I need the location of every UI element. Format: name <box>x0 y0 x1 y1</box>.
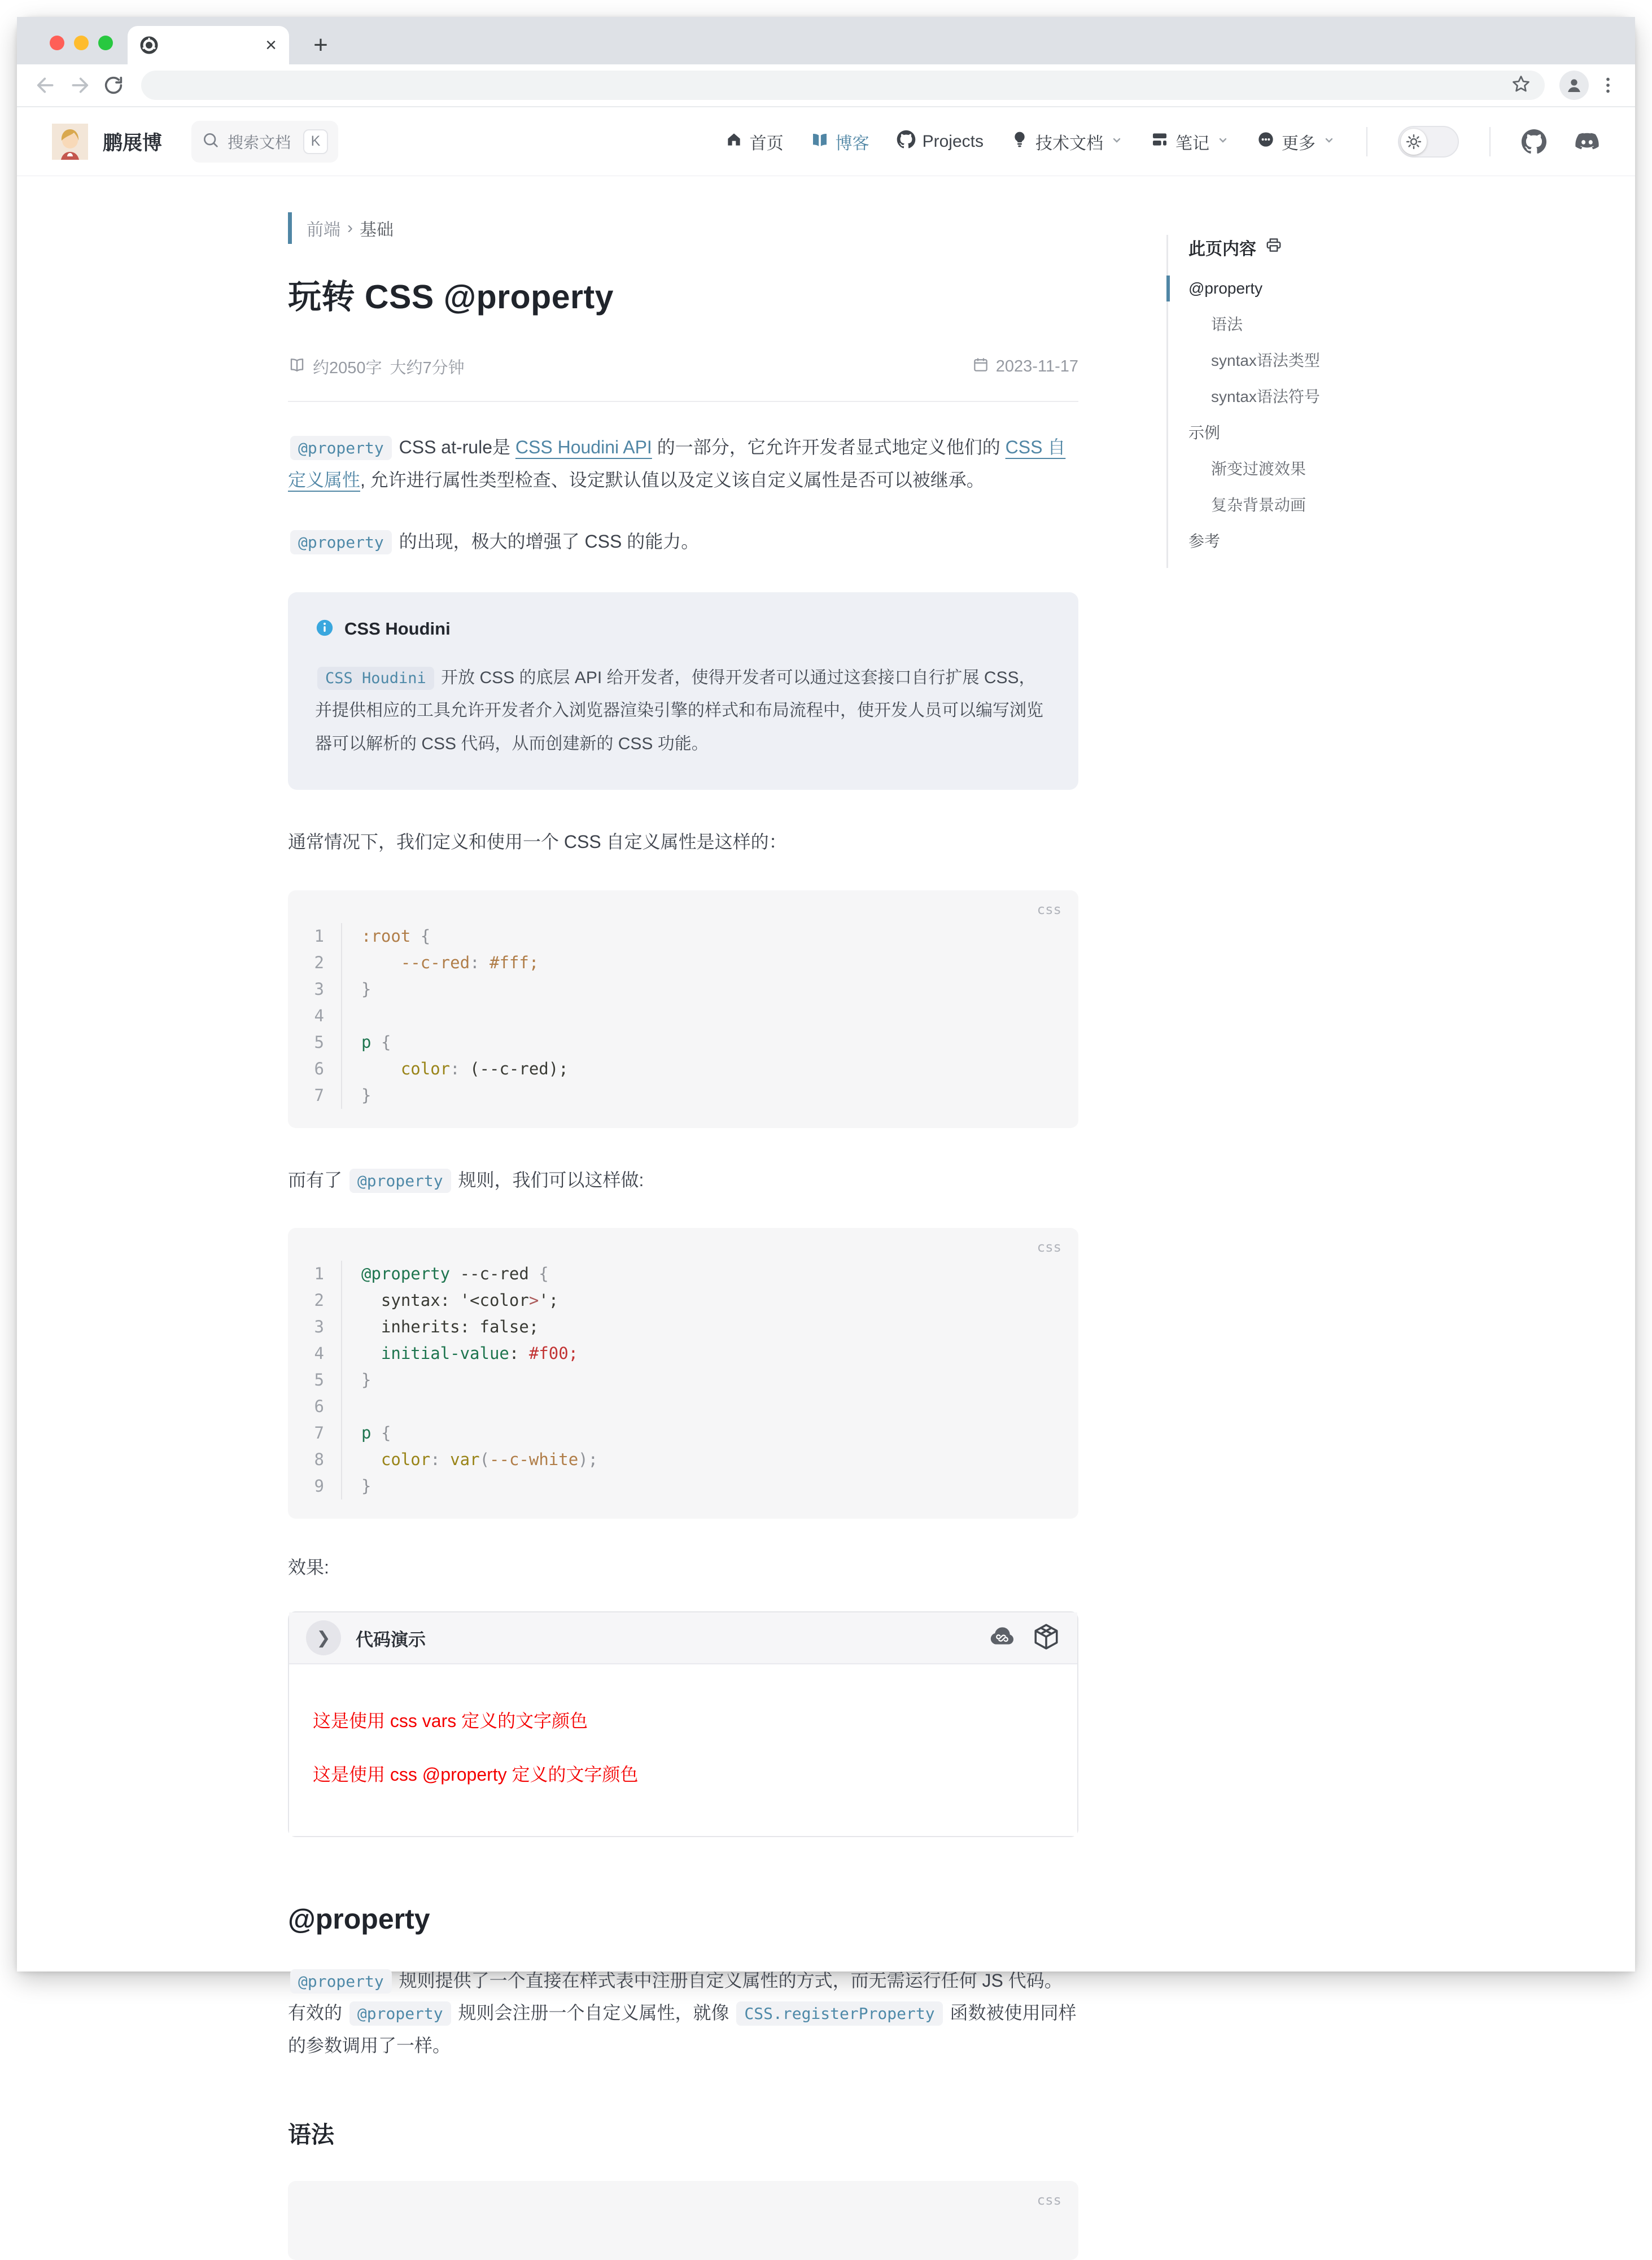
code-line <box>288 1314 1078 1340</box>
toc-item-examples[interactable]: 示例 <box>1188 424 1221 441</box>
text-run: 规则，我们可以这样做: <box>453 1169 644 1190</box>
toc-item-syntax[interactable]: 语法 <box>1211 316 1243 333</box>
code-line <box>288 950 1078 976</box>
bookmark-star-icon[interactable] <box>1511 74 1531 97</box>
browser-tab[interactable] <box>128 26 289 64</box>
inline-code: @property <box>290 1969 392 1994</box>
line-number: 2 <box>288 950 342 976</box>
code-text <box>342 1003 371 1029</box>
code-text: } <box>361 979 372 999</box>
address-bar[interactable] <box>141 71 1545 100</box>
line-number: 7 <box>288 1082 342 1109</box>
line-number: 3 <box>288 1314 342 1340</box>
divider <box>1366 127 1367 156</box>
search-input[interactable] <box>191 121 338 163</box>
inline-code: @property <box>290 530 392 554</box>
code-language-label: css <box>1037 1239 1061 1256</box>
inline-code: @property <box>349 2001 451 2026</box>
text-run: 开放 CSS 的底层 API 给开发者，使得开发者可以通过这套接口自行扩展 CSS，并提供相应的工具允许开发者介入浏览器渲染引擎的样式和布局流程中，使开发人员可以编写浏览器可以解析的 CSS 代码，从而创建新的 CSS 功能。 <box>315 668 1043 753</box>
nav-docs[interactable]: 技术文档 <box>1011 129 1124 154</box>
line-number: 4 <box>288 1340 342 1367</box>
line-number: 8 <box>288 1446 342 1473</box>
code-text: color: var(--c-white); <box>381 1450 598 1470</box>
line-number: 7 <box>288 1420 342 1446</box>
line-number: 1 <box>288 923 342 950</box>
post-date: 2023-11-17 <box>972 356 1078 378</box>
more-icon <box>1257 130 1275 153</box>
text-run: 函数被使用同样的参数调用了一样。 <box>288 2003 1077 2056</box>
window-controls <box>50 36 113 50</box>
code-text: initial-value: #f00; <box>381 1344 579 1363</box>
breadcrumb <box>288 212 1078 244</box>
reload-icon[interactable] <box>100 72 126 98</box>
forward-icon[interactable] <box>67 72 93 98</box>
code-block-css-vars <box>288 890 1078 1128</box>
text-run: 规则提供了一个直接在样式表中注册自定义属性的方式，而无需运行任何 JS 代码。有效的 <box>288 1970 1063 2023</box>
code-language-label: css <box>1037 901 1061 917</box>
maximize-window-button[interactable] <box>98 36 113 50</box>
table-of-contents <box>1166 235 1471 568</box>
demo-text-line: 这是使用 css vars 定义的文字颜色 <box>313 1711 588 1732</box>
code-line <box>288 1261 1078 1287</box>
code-text: } <box>361 1370 372 1390</box>
toc-item-references[interactable]: 参考 <box>1188 532 1221 550</box>
nav-more[interactable]: 更多 <box>1257 129 1336 154</box>
inline-code: CSS.registerProperty <box>736 2001 942 2026</box>
reading-time: 大约7分钟 <box>390 359 465 377</box>
code-language-label: css <box>1037 2192 1061 2209</box>
code-demo-title: 代码演示 <box>356 1629 426 1650</box>
paragraph <box>288 1965 1078 2062</box>
toc-list <box>1188 279 1471 551</box>
code-text: syntax: '<color>'; <box>361 1291 559 1310</box>
bulb-icon <box>1011 130 1029 153</box>
text-run: CSS at-rule是 <box>394 437 515 457</box>
github-icon <box>897 130 916 154</box>
breadcrumb-section[interactable]: 前端 <box>307 221 340 239</box>
code-text: :root { <box>361 926 431 946</box>
code-text: } <box>361 1476 372 1496</box>
page-content <box>17 176 1635 2209</box>
line-number: 6 <box>288 1393 342 1420</box>
browser-menu-icon[interactable] <box>1597 72 1619 98</box>
code-text: color: (--c-red); <box>400 1059 569 1078</box>
toc-title: 此页内容 <box>1188 235 1471 260</box>
code-text: @property --c-red { <box>361 1264 549 1284</box>
code-line <box>288 1340 1078 1367</box>
code-line <box>288 1393 1078 1420</box>
text-run: 规则会注册一个自定义属性，就像 <box>453 2003 735 2023</box>
text-run: 的一部分，它允许开发者显式地定义他们的 <box>652 437 1006 457</box>
inline-code: @property <box>349 1169 451 1193</box>
toc-item-syntax-types[interactable]: syntax语法类型 <box>1211 352 1320 369</box>
code-line <box>288 1446 1078 1473</box>
word-count: 约2050字 <box>288 355 382 378</box>
browser-profile-avatar[interactable] <box>1559 71 1589 100</box>
code-text: --c-red: #fff; <box>400 952 539 972</box>
paragraph <box>288 431 1078 496</box>
nav-blog[interactable]: 博客 <box>811 129 869 154</box>
info-callout-body <box>315 662 1051 761</box>
site-name[interactable]: 鹏展博 <box>103 132 163 154</box>
code-demo-box <box>288 1611 1078 1837</box>
discord-link-icon[interactable] <box>1574 129 1600 155</box>
page-title: 玩转 CSS @property <box>288 278 614 316</box>
code-line <box>288 1082 1078 1109</box>
info-icon <box>315 618 334 640</box>
article <box>288 176 1078 2260</box>
code-demo-actions <box>988 1623 1060 1654</box>
blog-book-icon <box>811 130 829 153</box>
nav-home[interactable]: 首页 <box>725 129 784 154</box>
back-icon[interactable] <box>33 72 59 98</box>
search-icon <box>202 131 220 152</box>
code-line <box>288 1029 1078 1056</box>
section-heading-syntax: 语法 <box>288 2122 334 2148</box>
code-line <box>288 976 1078 1003</box>
line-number: 5 <box>288 1029 342 1056</box>
toc-item-syntax-symbols[interactable]: syntax语法符号 <box>1211 388 1320 405</box>
code-block-syntax <box>288 2181 1078 2260</box>
chevron-down-icon <box>1110 132 1124 151</box>
line-number: 1 <box>288 1261 342 1287</box>
code-line <box>288 923 1078 950</box>
code-demo-header <box>289 1612 1077 1664</box>
code-text <box>342 1393 371 1420</box>
line-number: 3 <box>288 976 342 1003</box>
chevron-right-icon: ❯ <box>316 1628 331 1647</box>
code-line <box>288 1003 1078 1029</box>
code-line <box>288 1287 1078 1314</box>
toc-item-complex-background[interactable]: 复杂背景动画 <box>1211 496 1306 514</box>
code-demo-result <box>289 1664 1077 1836</box>
code-text: p { <box>361 1032 391 1052</box>
browser-toolbar <box>17 64 1635 107</box>
inline-link[interactable]: CSS Houdini API <box>515 437 652 457</box>
divider <box>1489 127 1491 156</box>
nav-projects[interactable]: Projects <box>897 130 984 154</box>
code-block-property <box>288 1228 1078 1519</box>
info-callout-header <box>315 618 1051 640</box>
code-line <box>288 1420 1078 1446</box>
code-text: inherits: false; <box>361 1317 539 1337</box>
line-number: 4 <box>288 1003 342 1029</box>
sun-icon <box>1401 129 1427 155</box>
inline-code: CSS Houdini <box>317 667 434 690</box>
browser-window <box>17 17 1635 2209</box>
home-icon <box>725 130 743 153</box>
new-tab-button[interactable]: + <box>313 31 328 59</box>
demo-text-line: 这是使用 css @property 定义的文字颜色 <box>313 1764 639 1785</box>
calendar-icon <box>972 356 989 378</box>
site-header <box>17 107 1635 176</box>
line-number: 6 <box>288 1056 342 1082</box>
post-meta <box>288 355 1078 378</box>
line-number: 9 <box>288 1473 342 1500</box>
notes-icon <box>1151 130 1169 153</box>
text-run: 的出现，极大的增强了 CSS 的能力。 <box>394 531 700 552</box>
expand-code-button[interactable] <box>306 1620 341 1655</box>
code-line <box>288 1473 1078 1500</box>
paragraph <box>288 526 1078 558</box>
tab-close-icon[interactable]: × <box>265 34 277 56</box>
chevron-down-icon <box>1216 132 1230 151</box>
search-shortcut-key: K <box>303 129 328 154</box>
line-number: 5 <box>288 1367 342 1393</box>
main-nav <box>725 126 1600 158</box>
chevron-down-icon <box>1322 132 1336 151</box>
code-line <box>288 1367 1078 1393</box>
toc-item-gradient-transition[interactable]: 渐变过渡效果 <box>1211 460 1306 478</box>
github-link-icon[interactable] <box>1521 129 1547 155</box>
section-heading-property: @property <box>288 1903 430 1935</box>
search-placeholder: 搜索文档 <box>228 133 291 151</box>
toc-item-property[interactable]: @property <box>1188 279 1471 298</box>
line-number: 2 <box>288 1287 342 1314</box>
minimize-window-button[interactable] <box>74 36 89 50</box>
code-text: p { <box>361 1423 391 1443</box>
printer-icon[interactable] <box>1265 237 1282 258</box>
site-avatar[interactable] <box>52 124 88 160</box>
inline-code: @property <box>290 436 392 460</box>
text-run: , 允许进行属性类型检查、设定默认值以及定义该自定义属性是否可以被继承。 <box>360 469 985 490</box>
text-run: 而有了 <box>288 1169 347 1190</box>
site-favicon <box>140 36 158 54</box>
paragraph: 通常情况下，我们定义和使用一个 CSS 自定义属性是这样的： <box>288 832 787 853</box>
inline-link[interactable]: CSS 自定义属性 <box>288 437 1066 490</box>
nav-notes[interactable]: 笔记 <box>1151 129 1230 154</box>
code-line <box>288 1056 1078 1082</box>
close-window-button[interactable] <box>50 36 64 50</box>
jsfiddle-icon[interactable] <box>988 1623 1016 1654</box>
breadcrumb-page[interactable]: 基础 <box>360 221 394 239</box>
effect-label: 效果: <box>288 1557 329 1578</box>
browser-tabstrip <box>17 17 1635 64</box>
paragraph <box>288 1164 1078 1197</box>
info-callout-title: CSS Houdini <box>344 619 451 639</box>
code-text: } <box>361 1085 372 1105</box>
breadcrumb-separator: › <box>347 218 353 237</box>
info-callout <box>288 592 1078 790</box>
divider <box>288 401 1078 402</box>
codesandbox-icon[interactable] <box>1032 1623 1060 1654</box>
theme-toggle[interactable] <box>1398 126 1459 158</box>
book-icon <box>288 356 306 378</box>
